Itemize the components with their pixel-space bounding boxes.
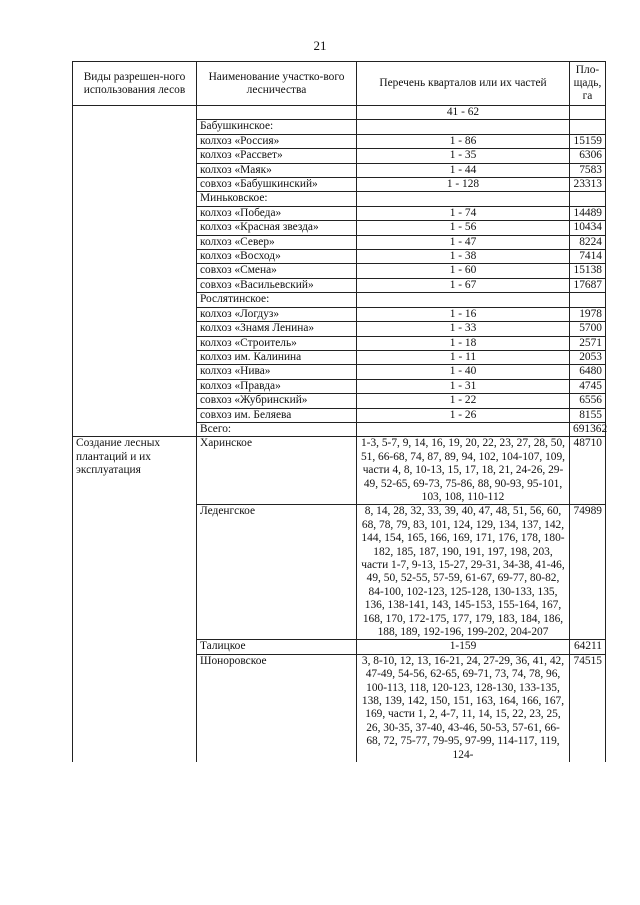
- quarters-cell: 1 - 16: [357, 307, 570, 321]
- area-cell: 8155: [570, 408, 606, 422]
- header-quarters: Перечень кварталов или их частей: [357, 62, 570, 106]
- quarters-cell: 1 - 22: [357, 394, 570, 408]
- area-cell: 5700: [570, 322, 606, 336]
- quarters-cell: 1 - 128: [357, 178, 570, 192]
- plot-name-cell: колхоз «Рассвет»: [197, 149, 357, 163]
- plot-name-cell: Шоноровское: [197, 654, 357, 762]
- quarters-cell: [357, 293, 570, 307]
- plot-name-cell: совхоз им. Беляева: [197, 408, 357, 422]
- plot-name-cell: Харинское: [197, 437, 357, 505]
- plot-name-cell: колхоз «Победа»: [197, 206, 357, 220]
- area-cell: 15138: [570, 264, 606, 278]
- area-cell: 17687: [570, 278, 606, 292]
- plot-name-cell: колхоз «Правда»: [197, 379, 357, 393]
- area-cell: 2571: [570, 336, 606, 350]
- area-cell: 7583: [570, 163, 606, 177]
- area-cell: 2053: [570, 350, 606, 364]
- area-cell: [570, 106, 606, 120]
- use-type-cell: Создание лесных плантаций и их эксплуатация: [73, 437, 197, 762]
- header-plot-name: Наименование участко-вого лесничества: [197, 62, 357, 106]
- quarters-cell: 1 - 26: [357, 408, 570, 422]
- plot-name-cell: колхоз им. Калинина: [197, 350, 357, 364]
- area-cell: 64211: [570, 640, 606, 654]
- plot-name-cell: Леденгское: [197, 505, 357, 640]
- area-cell: 74515: [570, 654, 606, 762]
- area-cell: 15159: [570, 134, 606, 148]
- quarters-cell: 1 - 38: [357, 250, 570, 264]
- plot-name-cell: колхоз «Маяк»: [197, 163, 357, 177]
- quarters-cell: [357, 422, 570, 436]
- quarters-cell: [357, 120, 570, 134]
- quarters-cell: 8, 14, 28, 32, 33, 39, 40, 47, 48, 51, 56, 60, 68, 78, 79, 83, 101, 124, 129, 134, 137, 142, 144, 154, 165, 166, 169, 171, 176, 178, 180-182, 185, 187, 190, 191, 197, 198, 203, части 1-7, 9-13, 15-27, 29-31, 34-38, 41-46, 49, 50, 52-55, 57-59, 61-67, 69-77, 80-82, 84-100, 102-123, 125-128, 130-133, 135, 136, 138-141, 143, 145-153, 155-164, 167, 168, 170, 172-175, 177, 179, 183, 184, 186, 188, 189, 192-196, 199-202, 204-207: [357, 505, 570, 640]
- area-cell: 7414: [570, 250, 606, 264]
- quarters-cell: 1-159: [357, 640, 570, 654]
- plot-name-cell: колхоз «Россия»: [197, 134, 357, 148]
- area-cell: 8224: [570, 235, 606, 249]
- plot-name-cell: совхоз «Васильевский»: [197, 278, 357, 292]
- area-cell: 4745: [570, 379, 606, 393]
- area-cell: 1978: [570, 307, 606, 321]
- area-cell: 14489: [570, 206, 606, 220]
- quarters-cell: 1 - 74: [357, 206, 570, 220]
- header-area: Пло-щадь, га: [570, 62, 606, 106]
- table-row: [73, 437, 606, 505]
- plot-name-cell: совхоз «Смена»: [197, 264, 357, 278]
- plot-name-cell: колхоз «Нива»: [197, 365, 357, 379]
- page-number: 21: [313, 38, 327, 53]
- area-cell: 6480: [570, 365, 606, 379]
- plot-name-cell: совхоз «Бабушкинский»: [197, 178, 357, 192]
- area-cell: 23313: [570, 178, 606, 192]
- plot-name-cell: [197, 106, 357, 120]
- area-cell: 6306: [570, 149, 606, 163]
- land-use-table: [72, 61, 606, 762]
- quarters-cell: 1 - 56: [357, 221, 570, 235]
- quarters-cell: [357, 192, 570, 206]
- plot-name-cell: Бабушкинское:: [197, 120, 357, 134]
- plot-name-cell: Талицкое: [197, 640, 357, 654]
- quarters-cell: 1 - 44: [357, 163, 570, 177]
- plot-name-cell: колхоз «Восход»: [197, 250, 357, 264]
- quarters-cell: 1 - 67: [357, 278, 570, 292]
- quarters-cell: 1 - 60: [357, 264, 570, 278]
- use-type-cell-empty: [73, 106, 197, 437]
- area-cell: 74989: [570, 505, 606, 640]
- area-cell: 10434: [570, 221, 606, 235]
- plot-name-cell: Рослятинское:: [197, 293, 357, 307]
- quarters-cell: 1-3, 5-7, 9, 14, 16, 19, 20, 22, 23, 27, 28, 50, 51, 66-68, 74, 87, 89, 94, 102, 104-107, 109, части 4, 8, 10-13, 15, 17, 18, 21, 24-26, 29-49, 52-65, 69-73, 75-86, 88, 90-93, 95-101, 103, 108, 110-112: [357, 437, 570, 505]
- quarters-cell: 1 - 11: [357, 350, 570, 364]
- area-cell: [570, 120, 606, 134]
- plot-name-cell: колхоз «Север»: [197, 235, 357, 249]
- area-cell: 691362: [570, 422, 606, 436]
- quarters-cell: 1 - 35: [357, 149, 570, 163]
- table-header-row: [73, 62, 606, 106]
- plot-name-cell: колхоз «Строитель»: [197, 336, 357, 350]
- plot-name-cell: колхоз «Знамя Ленина»: [197, 322, 357, 336]
- quarters-cell: 41 - 62: [357, 106, 570, 120]
- plot-name-cell: Миньковское:: [197, 192, 357, 206]
- area-cell: 6556: [570, 394, 606, 408]
- quarters-cell: 1 - 47: [357, 235, 570, 249]
- header-use-type: Виды разрешен-ного использования лесов: [73, 62, 197, 106]
- quarters-cell: 1 - 18: [357, 336, 570, 350]
- plot-name-cell: колхоз «Логдуз»: [197, 307, 357, 321]
- plot-name-cell: колхоз «Красная звезда»: [197, 221, 357, 235]
- quarters-cell: 1 - 86: [357, 134, 570, 148]
- quarters-cell: 1 - 40: [357, 365, 570, 379]
- area-cell: 48710: [570, 437, 606, 505]
- quarters-cell: 3, 8-10, 12, 13, 16-21, 24, 27-29, 36, 41, 42, 47-49, 54-56, 62-65, 69-71, 73, 74, 78, 96, 100-113, 118, 120-123, 128-130, 133-135, 138, 139, 142, 150, 151, 163, 164, 166, 167, 169, части 1, 2, 4-7, 11, 14, 15, 22, 23, 25, 26, 30-35, 37-40, 43-46, 50-53, 57-61, 66-68, 72, 75-77, 79-95, 97-99, 114-117, 119, 124-: [357, 654, 570, 762]
- quarters-cell: 1 - 31: [357, 379, 570, 393]
- plot-name-cell: Всего:: [197, 422, 357, 436]
- area-cell: [570, 192, 606, 206]
- table-body: [73, 106, 606, 763]
- plot-name-cell: совхоз «Жубринский»: [197, 394, 357, 408]
- table-row: [73, 106, 606, 120]
- area-cell: [570, 293, 606, 307]
- quarters-cell: 1 - 33: [357, 322, 570, 336]
